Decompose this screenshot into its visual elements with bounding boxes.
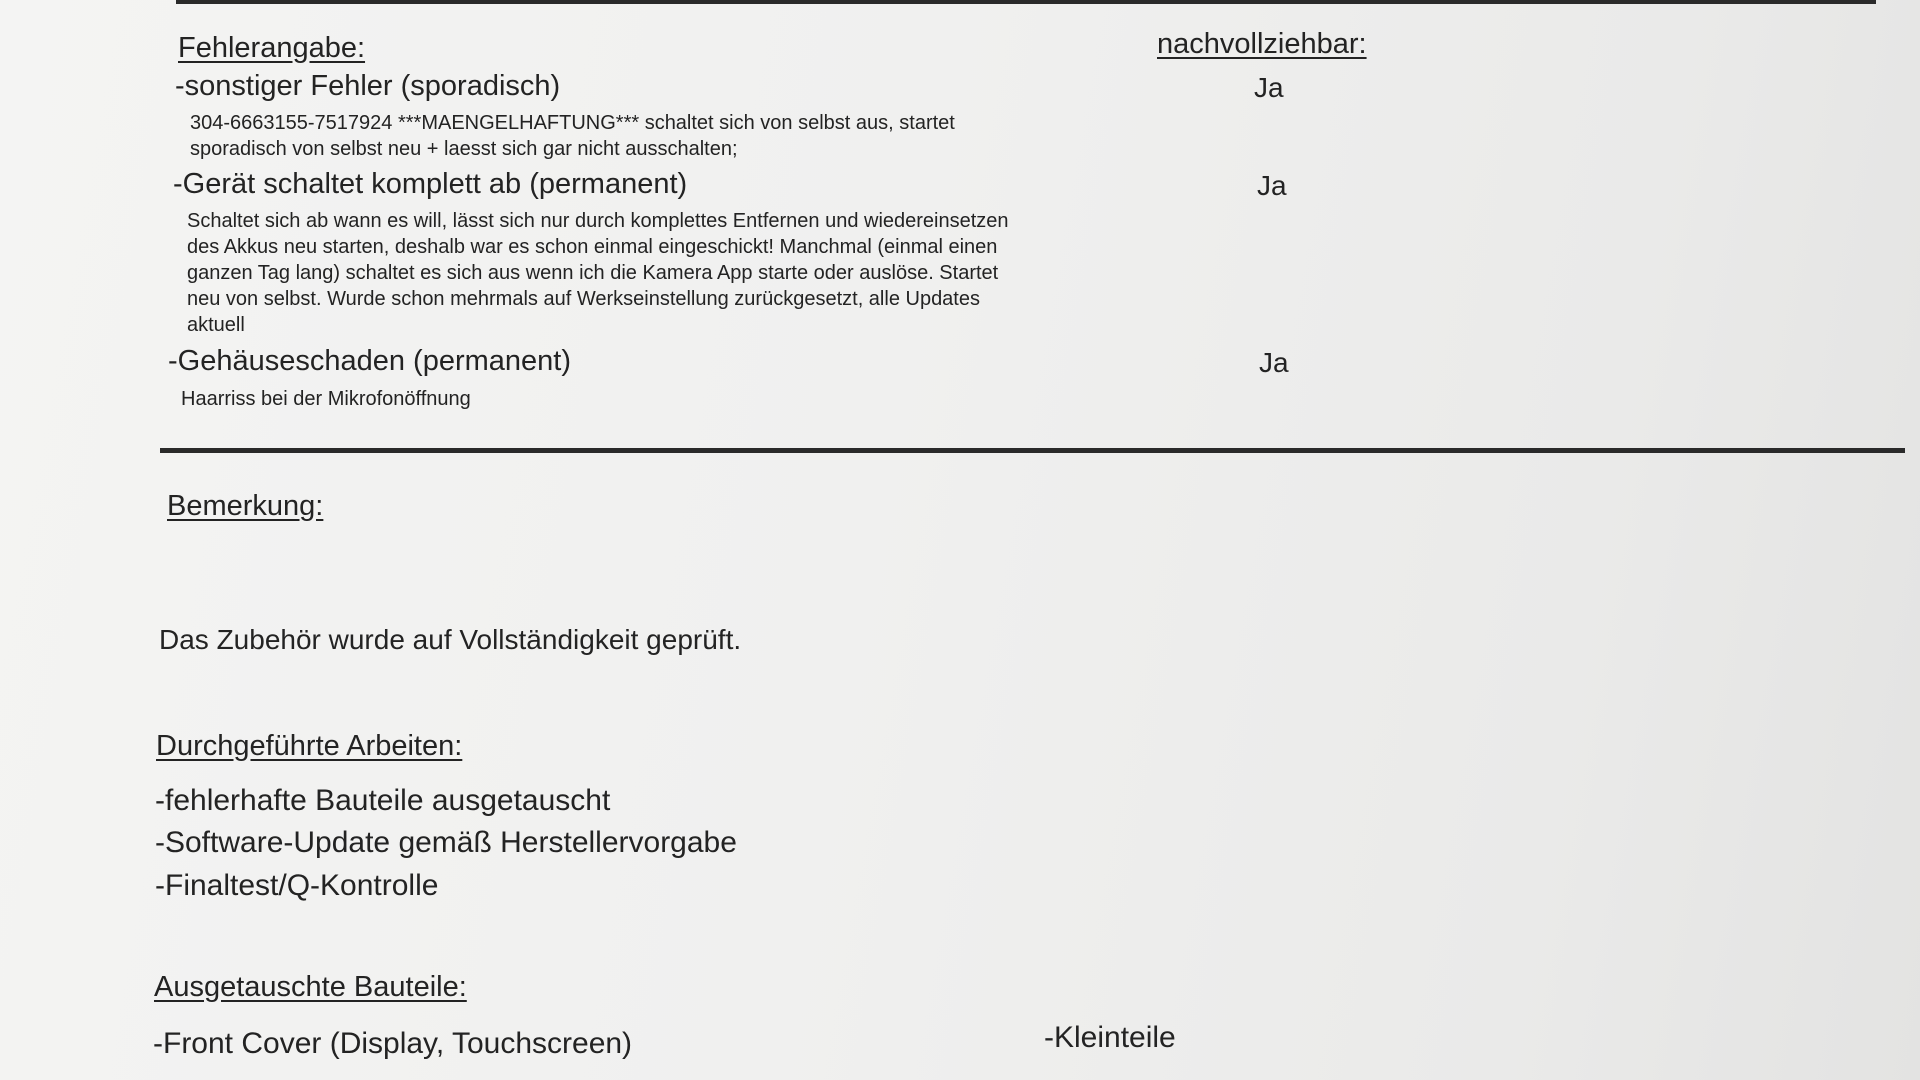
arbeiten-item: -Software-Update gemäß Herstellervorgabe (155, 826, 737, 859)
arbeiten-item: -fehlerhafte Bauteile ausgetauscht (155, 784, 611, 817)
description-line: Haarriss bei der Mikrofonöffnung (181, 388, 471, 410)
fault-item-description (190, 110, 1190, 162)
fault-item-description (187, 208, 1247, 338)
fault-item-title: -sonstiger Fehler (sporadisch) (175, 70, 561, 102)
fehlerangabe-heading: Fehlerangabe: (178, 32, 366, 64)
fault-item-reproducible: Ja (1254, 72, 1284, 103)
bemerkung-heading: Bemerkung: (167, 490, 324, 522)
bemerkung-text: Das Zubehör wurde auf Vollständigkeit geprüft. (159, 624, 742, 655)
bauteile-item: -Kleinteile (1044, 1021, 1176, 1054)
description-line: 304-6663155-7517924 ***MAENGELHAFTUNG*** schaltet sich von selbst aus, startet (190, 112, 955, 134)
description-line: des Akkus neu starten, deshalb war es schon einmal eingeschickt! Manchmal (einmal einen (187, 236, 998, 258)
bauteile-item: -Front Cover (Display, Touchscreen) (153, 1027, 633, 1060)
section-divider (160, 448, 1905, 453)
description-line: neu von selbst. Wurde schon mehrmals auf Werkseinstellung zurückgesetzt, alle Updates (187, 288, 980, 310)
fault-item-reproducible: Ja (1257, 170, 1287, 201)
arbeiten-item: -Finaltest/Q-Kontrolle (155, 869, 439, 902)
description-line: ganzen Tag lang) schaltet es sich aus wenn ich die Kamera App starte oder auslöse. Startet (187, 262, 999, 284)
top-divider (176, 0, 1876, 4)
fault-item-title: -Gerät schaltet komplett ab (permanent) (173, 168, 688, 200)
fault-item-description (181, 386, 881, 412)
description-line: aktuell (187, 314, 245, 336)
fault-item-title: -Gehäuseschaden (permanent) (168, 345, 572, 377)
arbeiten-heading: Durchgeführte Arbeiten: (156, 730, 463, 762)
description-line: sporadisch von selbst neu + laesst sich gar nicht ausschalten; (190, 138, 738, 160)
bauteile-heading: Ausgetauschte Bauteile: (154, 971, 467, 1003)
description-line: Schaltet sich ab wann es will, lässt sich nur durch komplettes Entfernen und wiedereinsetzen (187, 210, 1009, 232)
fault-item-reproducible: Ja (1259, 347, 1289, 378)
nachvollziehbar-heading: nachvollziehbar: (1157, 28, 1367, 60)
